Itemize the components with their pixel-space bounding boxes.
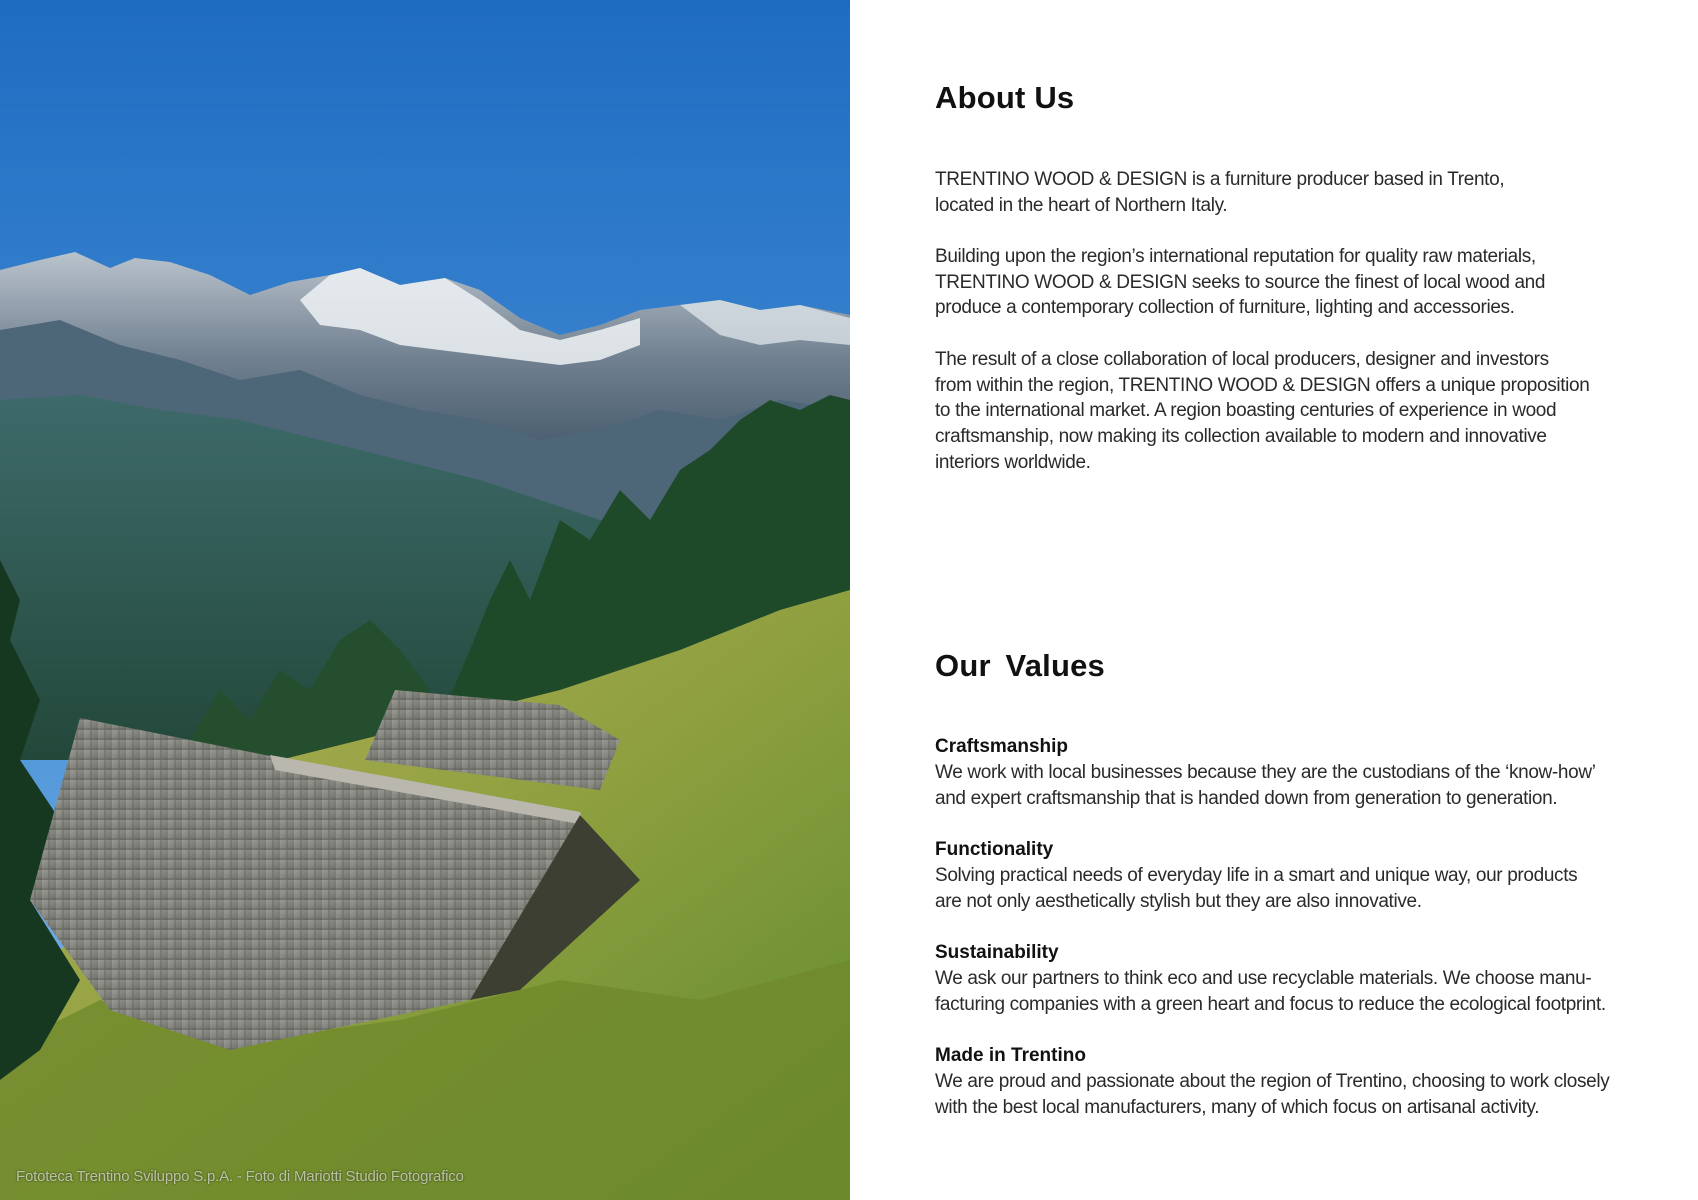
value-made-in-trentino <box>935 1043 1650 1120</box>
value-text-line: We work with local businesses because they are the custodians of the ‘know-how’ <box>935 762 1596 783</box>
value-text <box>935 760 1650 811</box>
text-panel <box>935 0 1650 1200</box>
value-heading: Sustainability <box>935 942 1059 963</box>
value-text <box>935 863 1650 914</box>
value-text-line: and expert craftsmanship that is handed down from generation to generation. <box>935 787 1558 809</box>
about-us-heading: About Us <box>935 80 1075 115</box>
about-p2-line-1: Building upon the region’s international reputation for quality raw materials, <box>935 246 1536 267</box>
value-sustainability <box>935 940 1650 1017</box>
value-text-line: are not only aesthetically stylish but they are also innovative. <box>935 890 1422 912</box>
value-text <box>935 966 1650 1017</box>
about-p2-line-3: produce a contemporary collection of furniture, lighting and accessories. <box>935 297 1515 319</box>
about-p3-line-2: from within the region, TRENTINO WOOD & DESIGN offers a unique proposition <box>935 374 1590 396</box>
about-p2-line-2: TRENTINO WOOD & DESIGN seeks to source the finest of local wood and <box>935 271 1546 293</box>
value-text-line: with the best local manufacturers, many of which focus on artisanal activity. <box>935 1096 1540 1118</box>
value-text-line: facturing companies with a green heart and focus to reduce the ecological footprint. <box>935 993 1606 1015</box>
value-text-line: We ask our partners to think eco and use recyclable materials. We choose manu- <box>935 968 1592 989</box>
value-heading: Functionality <box>935 839 1054 860</box>
about-paragraph-1 <box>935 167 1650 218</box>
value-text-line: We are proud and passionate about the region of Trentino, choosing to work closely <box>935 1071 1610 1092</box>
about-paragraph-3 <box>935 347 1650 476</box>
about-p3-line-4: craftsmanship, now making its collection available to modern and innovative <box>935 426 1547 448</box>
about-p1-line-2: located in the heart of Northern Italy. <box>935 194 1228 216</box>
about-p3-line-3: to the international market. A region boasting centuries of experience in wood <box>935 400 1557 422</box>
about-p1-line-1: TRENTINO WOOD & DESIGN is a furniture producer based in Trento, <box>935 169 1505 190</box>
value-heading: Made in Trentino <box>935 1045 1086 1066</box>
value-functionality <box>935 837 1650 914</box>
about-paragraph-2 <box>935 244 1650 321</box>
about-p3-line-1: The result of a close collaboration of local producers, designer and investors <box>935 349 1549 370</box>
value-craftsmanship <box>935 734 1650 811</box>
about-p3-line-5: interiors worldwide. <box>935 451 1091 473</box>
value-heading: Craftsmanship <box>935 736 1069 757</box>
our-values-heading: Our Values <box>935 648 1105 683</box>
photo-credit: Fototeca Trentino Sviluppo S.p.A. - Foto di Mariotti Studio Fotografico <box>16 1168 464 1185</box>
value-text <box>935 1069 1650 1120</box>
value-text-line: Solving practical needs of everyday life in a smart and unique way, our products <box>935 865 1578 886</box>
